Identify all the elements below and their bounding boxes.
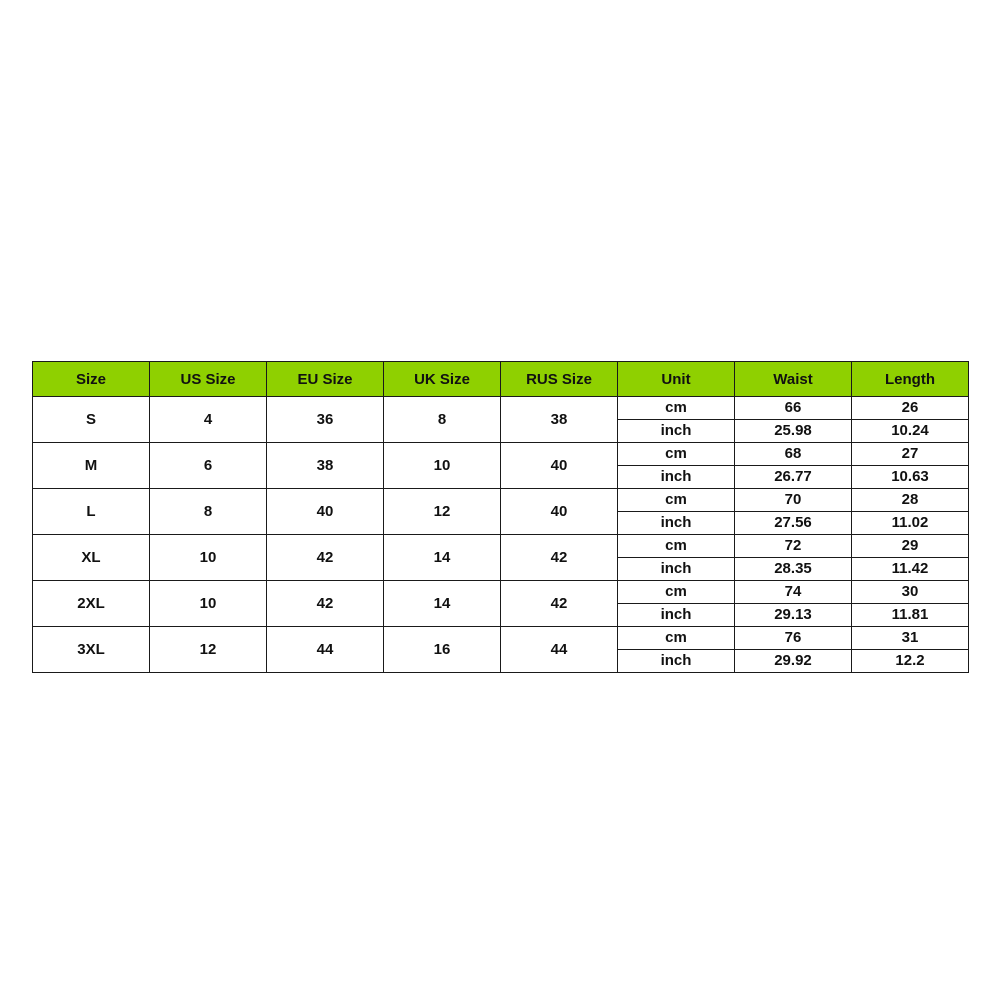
size-cell: 2XL (33, 581, 150, 627)
rus-size-cell: 38 (501, 397, 618, 443)
unit-cell: inch (618, 604, 735, 627)
rus-size-cell: 42 (501, 535, 618, 581)
size-cell: L (33, 489, 150, 535)
unit-cell: inch (618, 420, 735, 443)
unit-cell: cm (618, 443, 735, 466)
size-cell: 3XL (33, 627, 150, 673)
unit-cell: inch (618, 512, 735, 535)
us-size-cell: 6 (150, 443, 267, 489)
rus-size-cell: 40 (501, 443, 618, 489)
rus-size-cell: 44 (501, 627, 618, 673)
length-cell: 10.24 (852, 420, 969, 443)
table-row (33, 627, 969, 650)
waist-cell: 76 (735, 627, 852, 650)
us-size-cell: 10 (150, 535, 267, 581)
eu-size-cell: 42 (267, 535, 384, 581)
waist-cell: 29.92 (735, 650, 852, 673)
uk-size-cell: 8 (384, 397, 501, 443)
length-cell: 27 (852, 443, 969, 466)
uk-size-cell: 16 (384, 627, 501, 673)
column-header-us-size: US Size (150, 362, 267, 397)
eu-size-cell: 44 (267, 627, 384, 673)
waist-cell: 27.56 (735, 512, 852, 535)
size-chart-body (33, 397, 969, 673)
length-cell: 11.81 (852, 604, 969, 627)
column-header-length: Length (852, 362, 969, 397)
size-cell: M (33, 443, 150, 489)
table-row (33, 443, 969, 466)
length-cell: 10.63 (852, 466, 969, 489)
unit-cell: cm (618, 581, 735, 604)
uk-size-cell: 14 (384, 581, 501, 627)
length-cell: 28 (852, 489, 969, 512)
uk-size-cell: 12 (384, 489, 501, 535)
unit-cell: cm (618, 535, 735, 558)
waist-cell: 29.13 (735, 604, 852, 627)
waist-cell: 66 (735, 397, 852, 420)
waist-cell: 74 (735, 581, 852, 604)
us-size-cell: 8 (150, 489, 267, 535)
length-cell: 30 (852, 581, 969, 604)
us-size-cell: 10 (150, 581, 267, 627)
column-header-size: Size (33, 362, 150, 397)
waist-cell: 26.77 (735, 466, 852, 489)
table-row (33, 581, 969, 604)
column-header-rus-size: RUS Size (501, 362, 618, 397)
rus-size-cell: 40 (501, 489, 618, 535)
length-cell: 12.2 (852, 650, 969, 673)
size-chart-header (33, 362, 969, 397)
us-size-cell: 4 (150, 397, 267, 443)
unit-cell: cm (618, 397, 735, 420)
length-cell: 11.42 (852, 558, 969, 581)
header-row (33, 362, 969, 397)
length-cell: 31 (852, 627, 969, 650)
size-chart-table (32, 361, 969, 673)
column-header-unit: Unit (618, 362, 735, 397)
unit-cell: inch (618, 466, 735, 489)
table-row (33, 397, 969, 420)
eu-size-cell: 42 (267, 581, 384, 627)
column-header-eu-size: EU Size (267, 362, 384, 397)
unit-cell: cm (618, 489, 735, 512)
size-cell: S (33, 397, 150, 443)
uk-size-cell: 10 (384, 443, 501, 489)
table-row (33, 535, 969, 558)
length-cell: 29 (852, 535, 969, 558)
column-header-uk-size: UK Size (384, 362, 501, 397)
us-size-cell: 12 (150, 627, 267, 673)
waist-cell: 72 (735, 535, 852, 558)
unit-cell: inch (618, 650, 735, 673)
rus-size-cell: 42 (501, 581, 618, 627)
waist-cell: 68 (735, 443, 852, 466)
eu-size-cell: 38 (267, 443, 384, 489)
size-cell: XL (33, 535, 150, 581)
unit-cell: cm (618, 627, 735, 650)
waist-cell: 70 (735, 489, 852, 512)
table-row (33, 489, 969, 512)
column-header-waist: Waist (735, 362, 852, 397)
waist-cell: 25.98 (735, 420, 852, 443)
unit-cell: inch (618, 558, 735, 581)
eu-size-cell: 36 (267, 397, 384, 443)
eu-size-cell: 40 (267, 489, 384, 535)
length-cell: 26 (852, 397, 969, 420)
waist-cell: 28.35 (735, 558, 852, 581)
length-cell: 11.02 (852, 512, 969, 535)
uk-size-cell: 14 (384, 535, 501, 581)
